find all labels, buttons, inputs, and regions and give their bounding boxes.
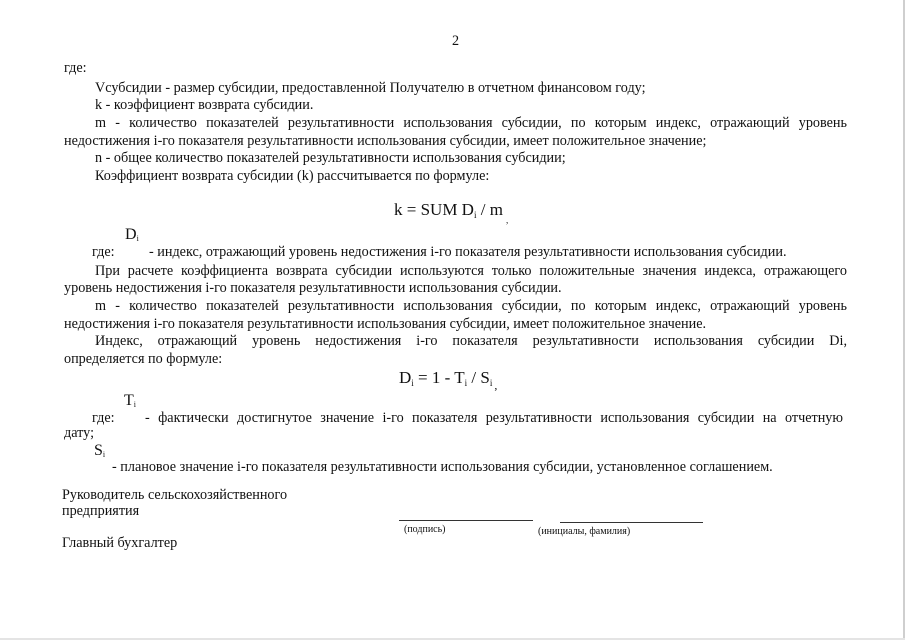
text-line: k - коэффициент возврата субсидии. [95,97,314,113]
text-line: где: [92,244,115,260]
signature-caption: (подпись) [404,524,446,535]
formula-k-rhs: / m [476,200,503,219]
text-line: - плановое значение i-го показателя результативности использования субсидии, установленное соглашением. [112,459,773,475]
formula-d: $D_i = 1 - T_i / S_i$ $_,$ [399,368,498,392]
text-line: недостижения i-го показателя результативности использования субсидии, имеет положительное значение; [64,133,707,149]
symbol-si: $S_i$ [94,442,106,459]
signature-accountant-title: Главный бухгалтер [62,535,178,551]
text-line: определяется по формуле: [64,351,223,367]
text-line: - фактически достигнутое значение i-го показателя результативности использования субсидии на отчетную [145,410,843,426]
text-line: m - количество показателей результативности использования субсидии, по которым индекс, отражающий уровень [95,298,847,314]
symbol-di: $D_i$ [125,226,139,243]
formula-k-tail: , [505,215,509,225]
text-line: n - общее количество показателей результативности использования субсидии; [95,150,566,166]
text-line: недостижения i-го показателя результативности использования субсидии, имеет положительное значение. [64,316,707,332]
page-number: 2 [452,33,460,49]
formula-k-sub: i [473,210,477,220]
text-line: Коэффициент возврата субсидии (k) рассчитывается по формуле: [95,168,490,184]
signature-head-title-2: предприятия [62,503,140,519]
name-caption: (инициалы, фамилия) [538,526,631,537]
text-line: Индекс, отражающий уровень недостижения i-го показателя результативности использования субсидии Di, [95,333,847,349]
text-line: - индекс, отражающий уровень недостижения i-го показателя результативности использования субсидии. [149,244,787,260]
text-line: Vсубсидии - размер субсидии, предоставленной Получателю в отчетном финансовом году; [95,80,646,96]
formula-k-lhs: k = SUM D [394,200,474,219]
text-line: m - количество показателей результативности использования субсидии, по которым индекс, отражающий уровень [95,115,847,131]
text-line: где: [64,60,87,76]
signature-line [399,520,533,521]
text-line: При расчете коэффициента возврата субсидии используются только положительные значения индекса, отражающего [95,263,847,279]
text-line: дату; [64,425,95,441]
text-line: где: [92,410,115,426]
text-line: уровень недостижения i-го показателя результативности использования субсидии. [64,280,562,296]
symbol-ti: $T_i$ [124,392,137,409]
formula-k [394,200,508,225]
signature-head-title: Руководитель сельскохозяйственного [62,487,288,503]
name-line [560,522,703,523]
